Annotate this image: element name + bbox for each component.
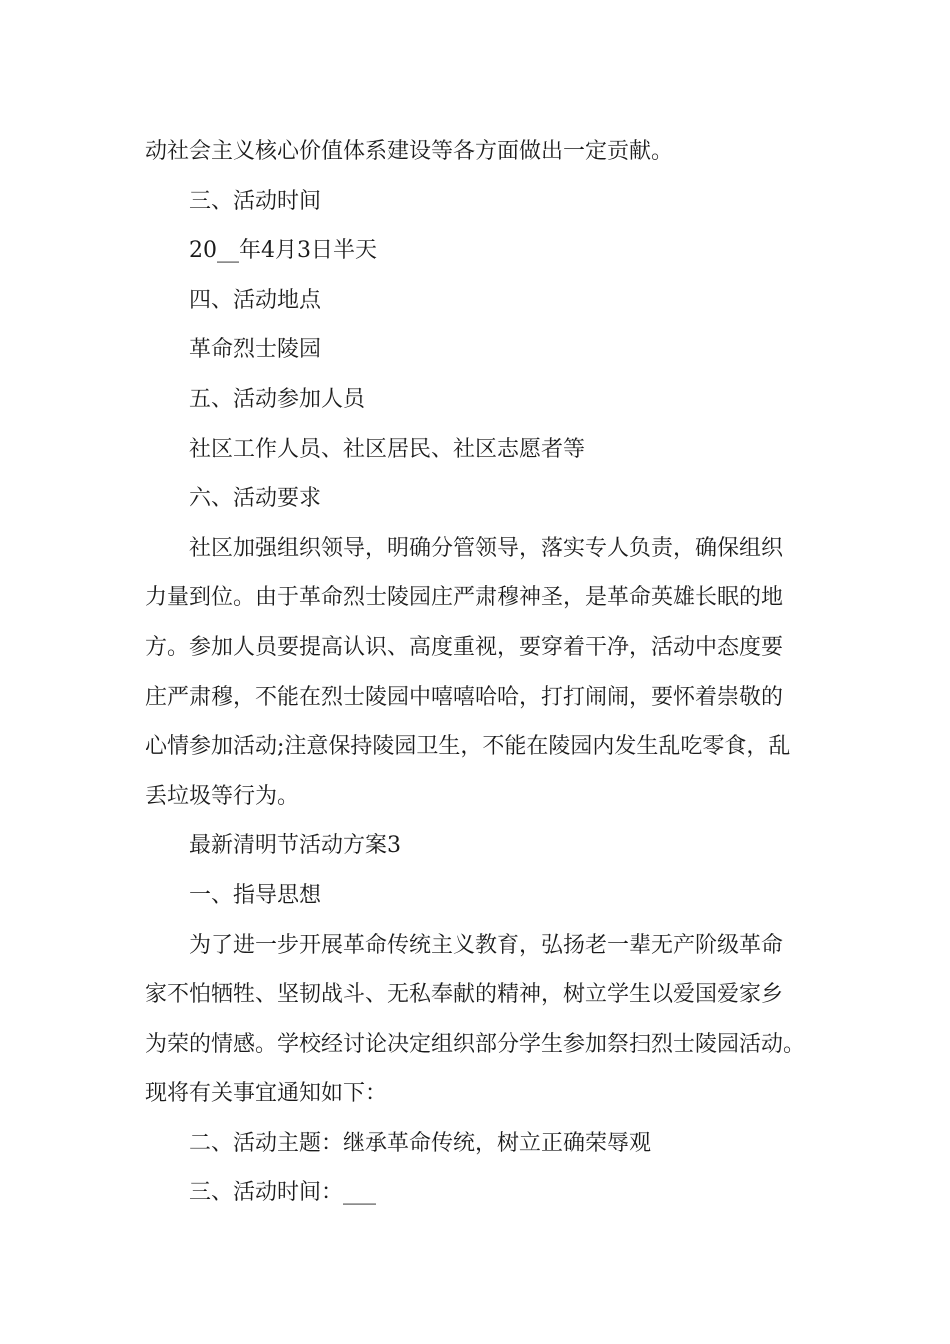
section-heading: 四、活动地点 <box>189 287 322 313</box>
text-line: 革命烈士陵园 <box>189 337 322 363</box>
paragraph-line: 丢垃圾等行为。 <box>145 783 300 809</box>
document-title: 最新清明节活动方案3 <box>189 833 401 859</box>
paragraph-line: 为了进一步开展革命传统主义教育，弘扬老一辈无产阶级革命 <box>189 932 784 958</box>
section-heading: 三、活动时间 <box>189 188 322 214</box>
paragraph-line: 心情参加活动;注意保持陵园卫生，不能在陵园内发生乱吃零食，乱 <box>145 734 791 760</box>
paragraph-line: 家不怕牺牲、坚韧战斗、无私奉献的精神，树立学生以爱国爱家乡 <box>145 982 784 1008</box>
text-line: 社区工作人员、社区居民、社区志愿者等 <box>189 436 586 462</box>
paragraph-line: 社区加强组织领导，明确分管领导，落实专人负责，确保组织 <box>189 535 784 561</box>
paragraph-line: 为荣的情感。学校经讨论决定组织部分学生参加祭扫烈士陵园活动。 <box>145 1031 806 1057</box>
text-line: 动社会主义核心价值体系建设等各方面做出一定贡献。 <box>145 139 674 164</box>
paragraph-line: 方。参加人员要提高认识、高度重视，要穿着干净，活动中态度要 <box>145 634 784 660</box>
section-heading: 六、活动要求 <box>189 486 322 512</box>
paragraph-line: 庄严肃穆，不能在烈士陵园中嘻嘻哈哈，打打闹闹，要怀着崇敬的 <box>145 684 784 710</box>
paragraph-line: 力量到位。由于革命烈士陵园庄严肃穆神圣，是革命英雄长眠的地 <box>145 585 784 611</box>
section-heading: 三、活动时间：___ <box>189 1180 377 1206</box>
paragraph-line: 现将有关事宜通知如下： <box>145 1081 388 1107</box>
section-heading: 五、活动参加人员 <box>189 386 366 412</box>
document-body <box>145 132 845 1223</box>
section-heading: 一、指导思想 <box>189 882 322 908</box>
text-line: 20__年4月3日半天 <box>189 238 377 264</box>
section-heading: 二、活动主题：继承革命传统，树立正确荣辱观 <box>189 1130 652 1156</box>
